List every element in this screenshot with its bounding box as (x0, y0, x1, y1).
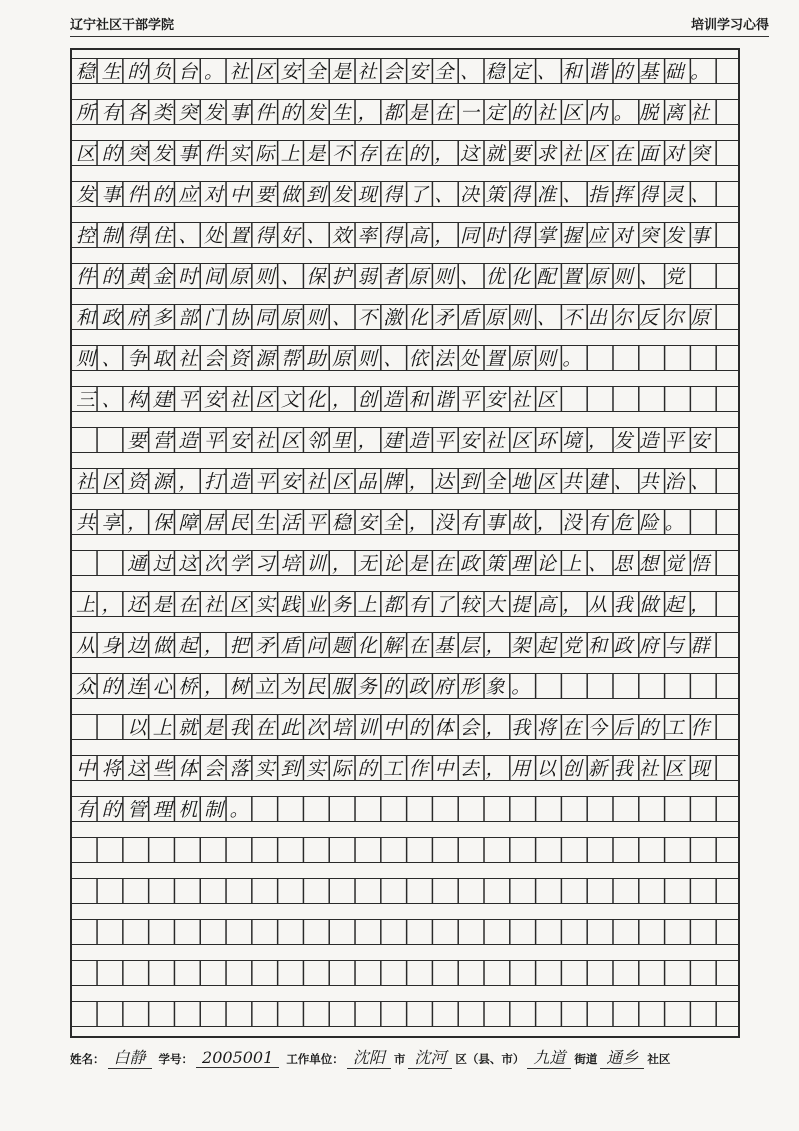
handwritten-line: 三、构建平安社区文化，创造和谐平安社区 (76, 389, 563, 411)
handwritten-line: 以上就是我在此次培训中的体会，我将在今后的工作 (76, 717, 717, 739)
work-label: 工作单位： (286, 1052, 344, 1066)
grid-row (72, 140, 738, 166)
handwritten-line: 区的突发事件实际上是不存在的，这就要求社区在面对突 (76, 143, 717, 165)
grid-row (72, 427, 738, 453)
name-value: 白静 (108, 1045, 152, 1069)
district-label: 区（县、市） (455, 1052, 525, 1066)
handwritten-line: 所有各类突发事件的发生，都是在一定的社区内。脱离社 (76, 102, 717, 124)
document-type: 培训学习心得 (690, 18, 769, 33)
name-label: 姓名： (70, 1052, 105, 1066)
handwritten-line: 共享，保障居民生活平稳安全，没有事故，没有危险。 (76, 512, 691, 534)
grid-row (72, 632, 738, 658)
grid-row (72, 878, 738, 904)
handwritten-line: 和政府多部门协同原则、不激化矛盾原则、不出尔反尔原 (76, 307, 717, 329)
handwritten-line: 从身边做起，把矛盾问题化解在基层，架起党和政府与群 (76, 635, 717, 657)
handwritten-line: 则、争取社会资源帮助原则、依法处置原则。 (76, 348, 589, 370)
page-header (70, 14, 769, 38)
grid-row (72, 468, 738, 494)
id-label: 学号： (158, 1052, 194, 1066)
district-value: 沈河 (408, 1045, 452, 1069)
handwritten-line: 控制得住、处置得好、效率得高，同时得掌握应对突发事 (76, 225, 717, 247)
street-value: 九道 (527, 1045, 571, 1069)
footer-info (70, 1045, 770, 1069)
header-divider (70, 36, 769, 37)
id-value: 2005001 (196, 1048, 279, 1068)
handwritten-line: 发事件的应对中要做到发现得了、决策得准、指挥得灵、 (76, 184, 717, 206)
grid-row (72, 181, 738, 207)
grid-row (72, 345, 738, 371)
writing-grid-sheet (70, 48, 740, 1038)
grid-row (72, 550, 738, 576)
grid-row (72, 755, 738, 781)
city-value: 沈阳 (347, 1045, 391, 1069)
handwritten-line: 众的连心桥，树立为民服务的政府形象。 (76, 676, 537, 698)
grid-row (72, 796, 738, 822)
handwritten-line: 有的管理机制。 (76, 799, 256, 821)
grid-row (72, 386, 738, 412)
city-label: 市 (393, 1052, 406, 1066)
grid-row (72, 58, 738, 84)
institution-name: 辽宁社区干部学院 (70, 18, 175, 33)
street-label: 街道 (574, 1052, 598, 1066)
grid-row (72, 222, 738, 248)
grid-row (72, 591, 738, 617)
grid-row (72, 263, 738, 289)
grid-row (72, 509, 738, 535)
grid-row (72, 837, 738, 863)
handwritten-line: 中将这些体会落实到实际的工作中去，用以创新我社区现 (76, 758, 717, 780)
community-value: 通乡 (600, 1045, 644, 1069)
handwritten-line: 上，还是在社区实践业务上都有了较大提高，从我做起， (76, 594, 717, 616)
handwritten-line: 件的黄金时间原则、保护弱者原则、优化配置原则、党 (76, 266, 691, 288)
grid-row (72, 714, 738, 740)
handwritten-line: 要营造平安社区邻里，建造平安社区环境，发造平安 (76, 430, 717, 452)
grid-row (72, 960, 738, 986)
grid-row (72, 1001, 738, 1027)
handwritten-line: 社区资源，打造平安社区品牌，达到全地区共建、共治、 (76, 471, 717, 493)
handwritten-line: 通过这次学习培训，无论是在政策理论上、思想觉悟 (76, 553, 717, 575)
grid-row (72, 919, 738, 945)
grid-row (72, 673, 738, 699)
grid-row (72, 99, 738, 125)
handwritten-line: 稳生的负台。社区安全是社会安全、稳定、和谐的基础。 (76, 61, 717, 83)
community-label: 社区 (647, 1052, 671, 1066)
grid-row (72, 304, 738, 330)
